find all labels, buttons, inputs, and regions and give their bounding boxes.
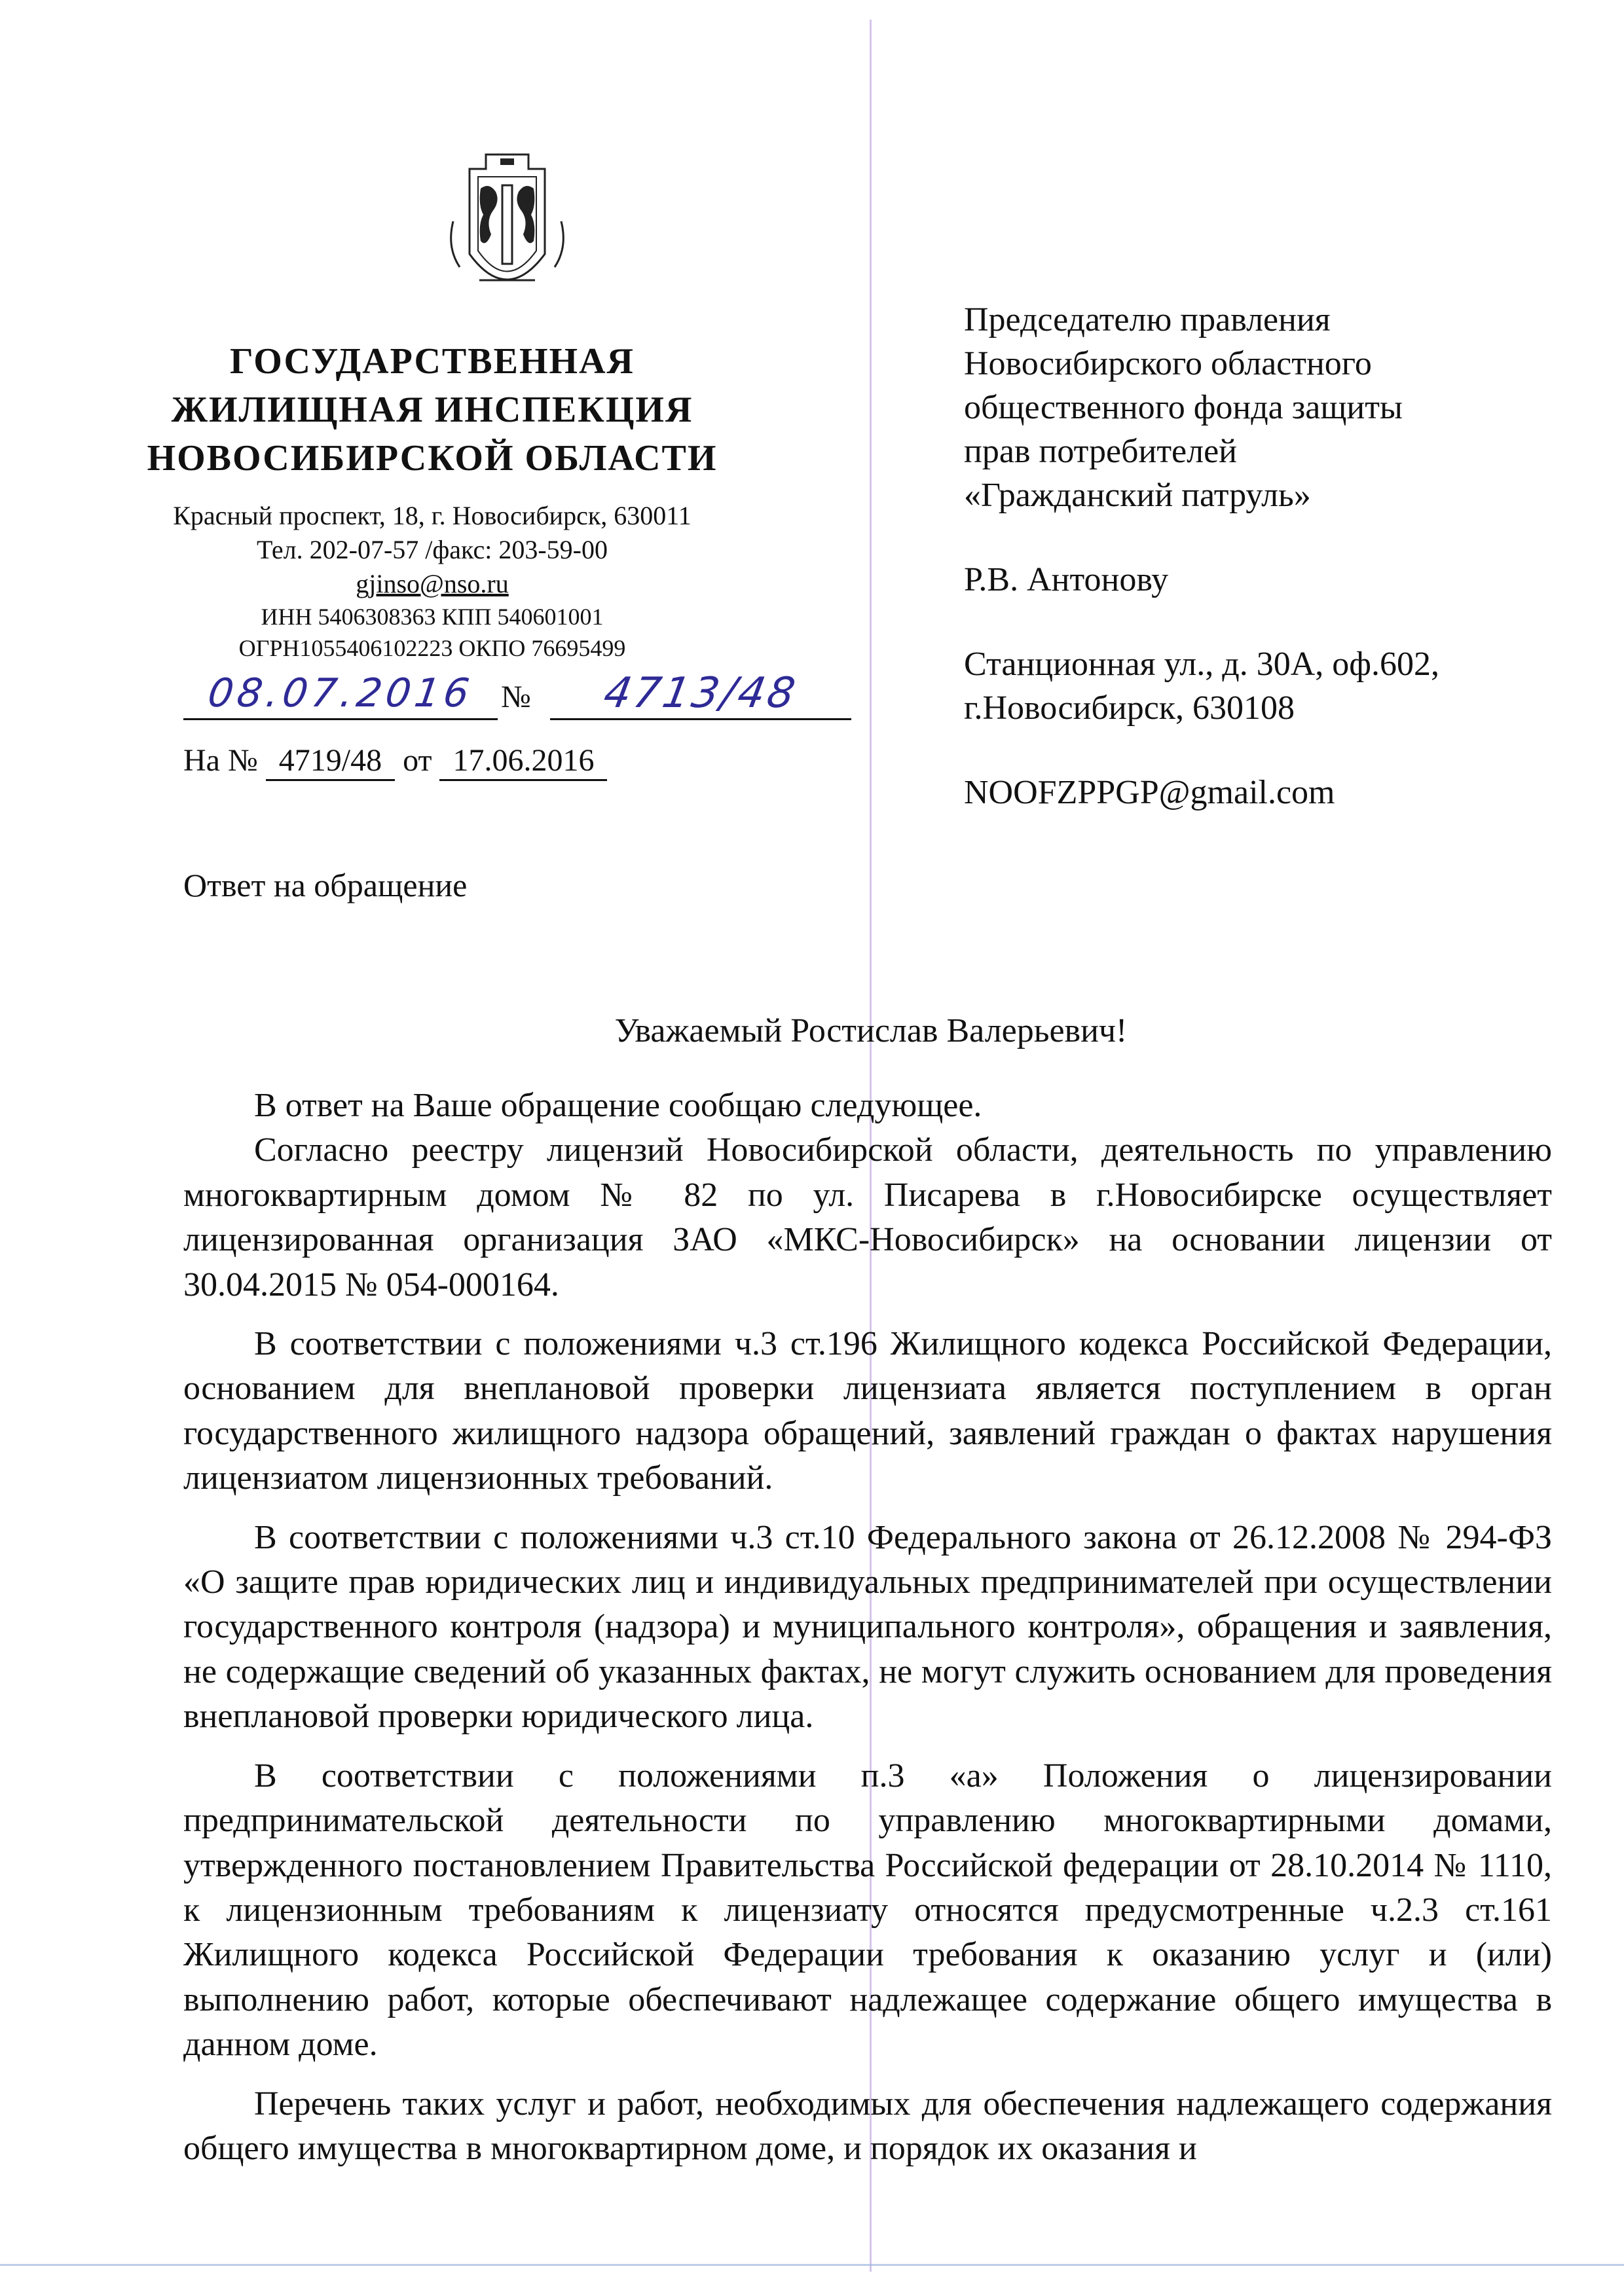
letter-subject: Ответ на обращение (183, 867, 468, 903)
reference-prefix: На № (183, 743, 258, 778)
addressee-email: NOOFZPPGP@gmail.com (964, 774, 1335, 811)
addressee-position-line: Председателю правления (964, 301, 1331, 338)
body-paragraph: В соответствии с положениями ч.3 ст.10 Федерального закона от 26.12.2008 № 294-ФЗ «О защите прав юридических лиц и индивидуальных предпринимателей при осуществлении государственного контроля (надзора) и муниципального контроля», обращения и заявления, не содержащие сведений об указанных фактах, не могут служить основанием для проведения внеплановой проверки юридического лица. (183, 1518, 1552, 1736)
coat-of-arms-icon (440, 149, 574, 306)
addressee-name: Р.В. Антонову (964, 561, 1169, 598)
organization-title (98, 337, 766, 483)
registration-number-underline (550, 718, 851, 720)
org-phone: Тел. 202-07-57 /факс: 203-59-00 (257, 535, 608, 564)
body-paragraph: Перечень таких услуг и работ, необходимых для обеспечения надлежащего содержания общего имущества в многоквартирном доме, и порядок их оказания и (183, 2085, 1552, 2167)
addressee-position-line: Новосибирского областного (964, 345, 1372, 382)
reference-number: 4719/48 (266, 742, 395, 781)
body-paragraph: В ответ на Ваше обращение сообщаю следующее. (254, 1087, 982, 1124)
org-inn-kpp: ИНН 5406308363 КПП 540601001 (261, 604, 604, 630)
org-line-1: ГОСУДАРСТВЕННАЯ (230, 341, 635, 382)
registration-number-handwritten: 4713/48 (600, 669, 802, 718)
scan-edge-line (0, 2264, 1624, 2266)
org-line-3: НОВОСИБИРСКОЙ ОБЛАСТИ (147, 438, 718, 479)
registration-line (183, 665, 871, 723)
registration-date-underline (183, 718, 498, 720)
org-line-2: ЖИЛИЩНАЯ ИНСПЕКЦИЯ (171, 390, 693, 430)
reference-from-label: от (403, 743, 432, 778)
organization-contacts (131, 499, 733, 664)
letter-body (183, 1084, 1552, 2171)
body-paragraph: В соответствии с положениями ч.3 ст.196 Жилищного кодекса Российской Федерации, основанием для внеплановой проверки лицензиата является поступлением в орган государственного жилищного надзора обращений, заявлений граждан о фактах нарушения лицензиатом лицензионных требований. (183, 1325, 1552, 1497)
registration-number-label: № (501, 680, 531, 714)
reference-line (183, 740, 838, 782)
addressee-address-line: Станционная ул., д. 30А, оф.602, (964, 646, 1439, 683)
org-email-link[interactable]: gjinso@nso.ru (356, 569, 509, 598)
reference-date: 17.06.2016 (439, 742, 607, 781)
org-address: Красный проспект, 18, г. Новосибирск, 630011 (173, 501, 692, 530)
body-paragraph: Согласно реестру лицензий Новосибирской области, деятельность по управлению многоквартирным домом № 82 по ул. Писарева в г.Новосибирске осуществляет лицензированная организация ЗАО «МКС-Новосибирск» на основании лицензии от 30.04.2015 № 054-000164. (183, 1131, 1552, 1303)
addressee-block (964, 298, 1566, 814)
addressee-position-line: «Гражданский патруль» (964, 477, 1311, 514)
addressee-position-line: прав потребителей (964, 433, 1237, 470)
addressee-address-line: г.Новосибирск, 630108 (964, 689, 1295, 727)
org-ogrn-okpo: ОГРН1055406102223 ОКПО 76695499 (238, 635, 626, 661)
addressee-position-line: общественного фонда защиты (964, 389, 1403, 426)
body-paragraph: В соответствии с положениями п.3 «а» Положения о лицензировании предпринимательской деятельности по управлению многоквартирными домами, утвержденного постановлением Правительства Российской федерации от 28.10.2014 № 1110, к лицензионным требованиям к лицензиату относятся предусмотренные ч.2.3 ст.161 Жилищного кодекса Российской Федерации требования к оказанию услуг и (или) выполнению работ, которые обеспечивают надлежащее содержание общего имущества в данном доме. (183, 1757, 1552, 2064)
greeting: Уважаемый Ростислав Валерьевич! (614, 1012, 1128, 1049)
registration-date-handwritten: 08.07.2016 (205, 670, 476, 716)
